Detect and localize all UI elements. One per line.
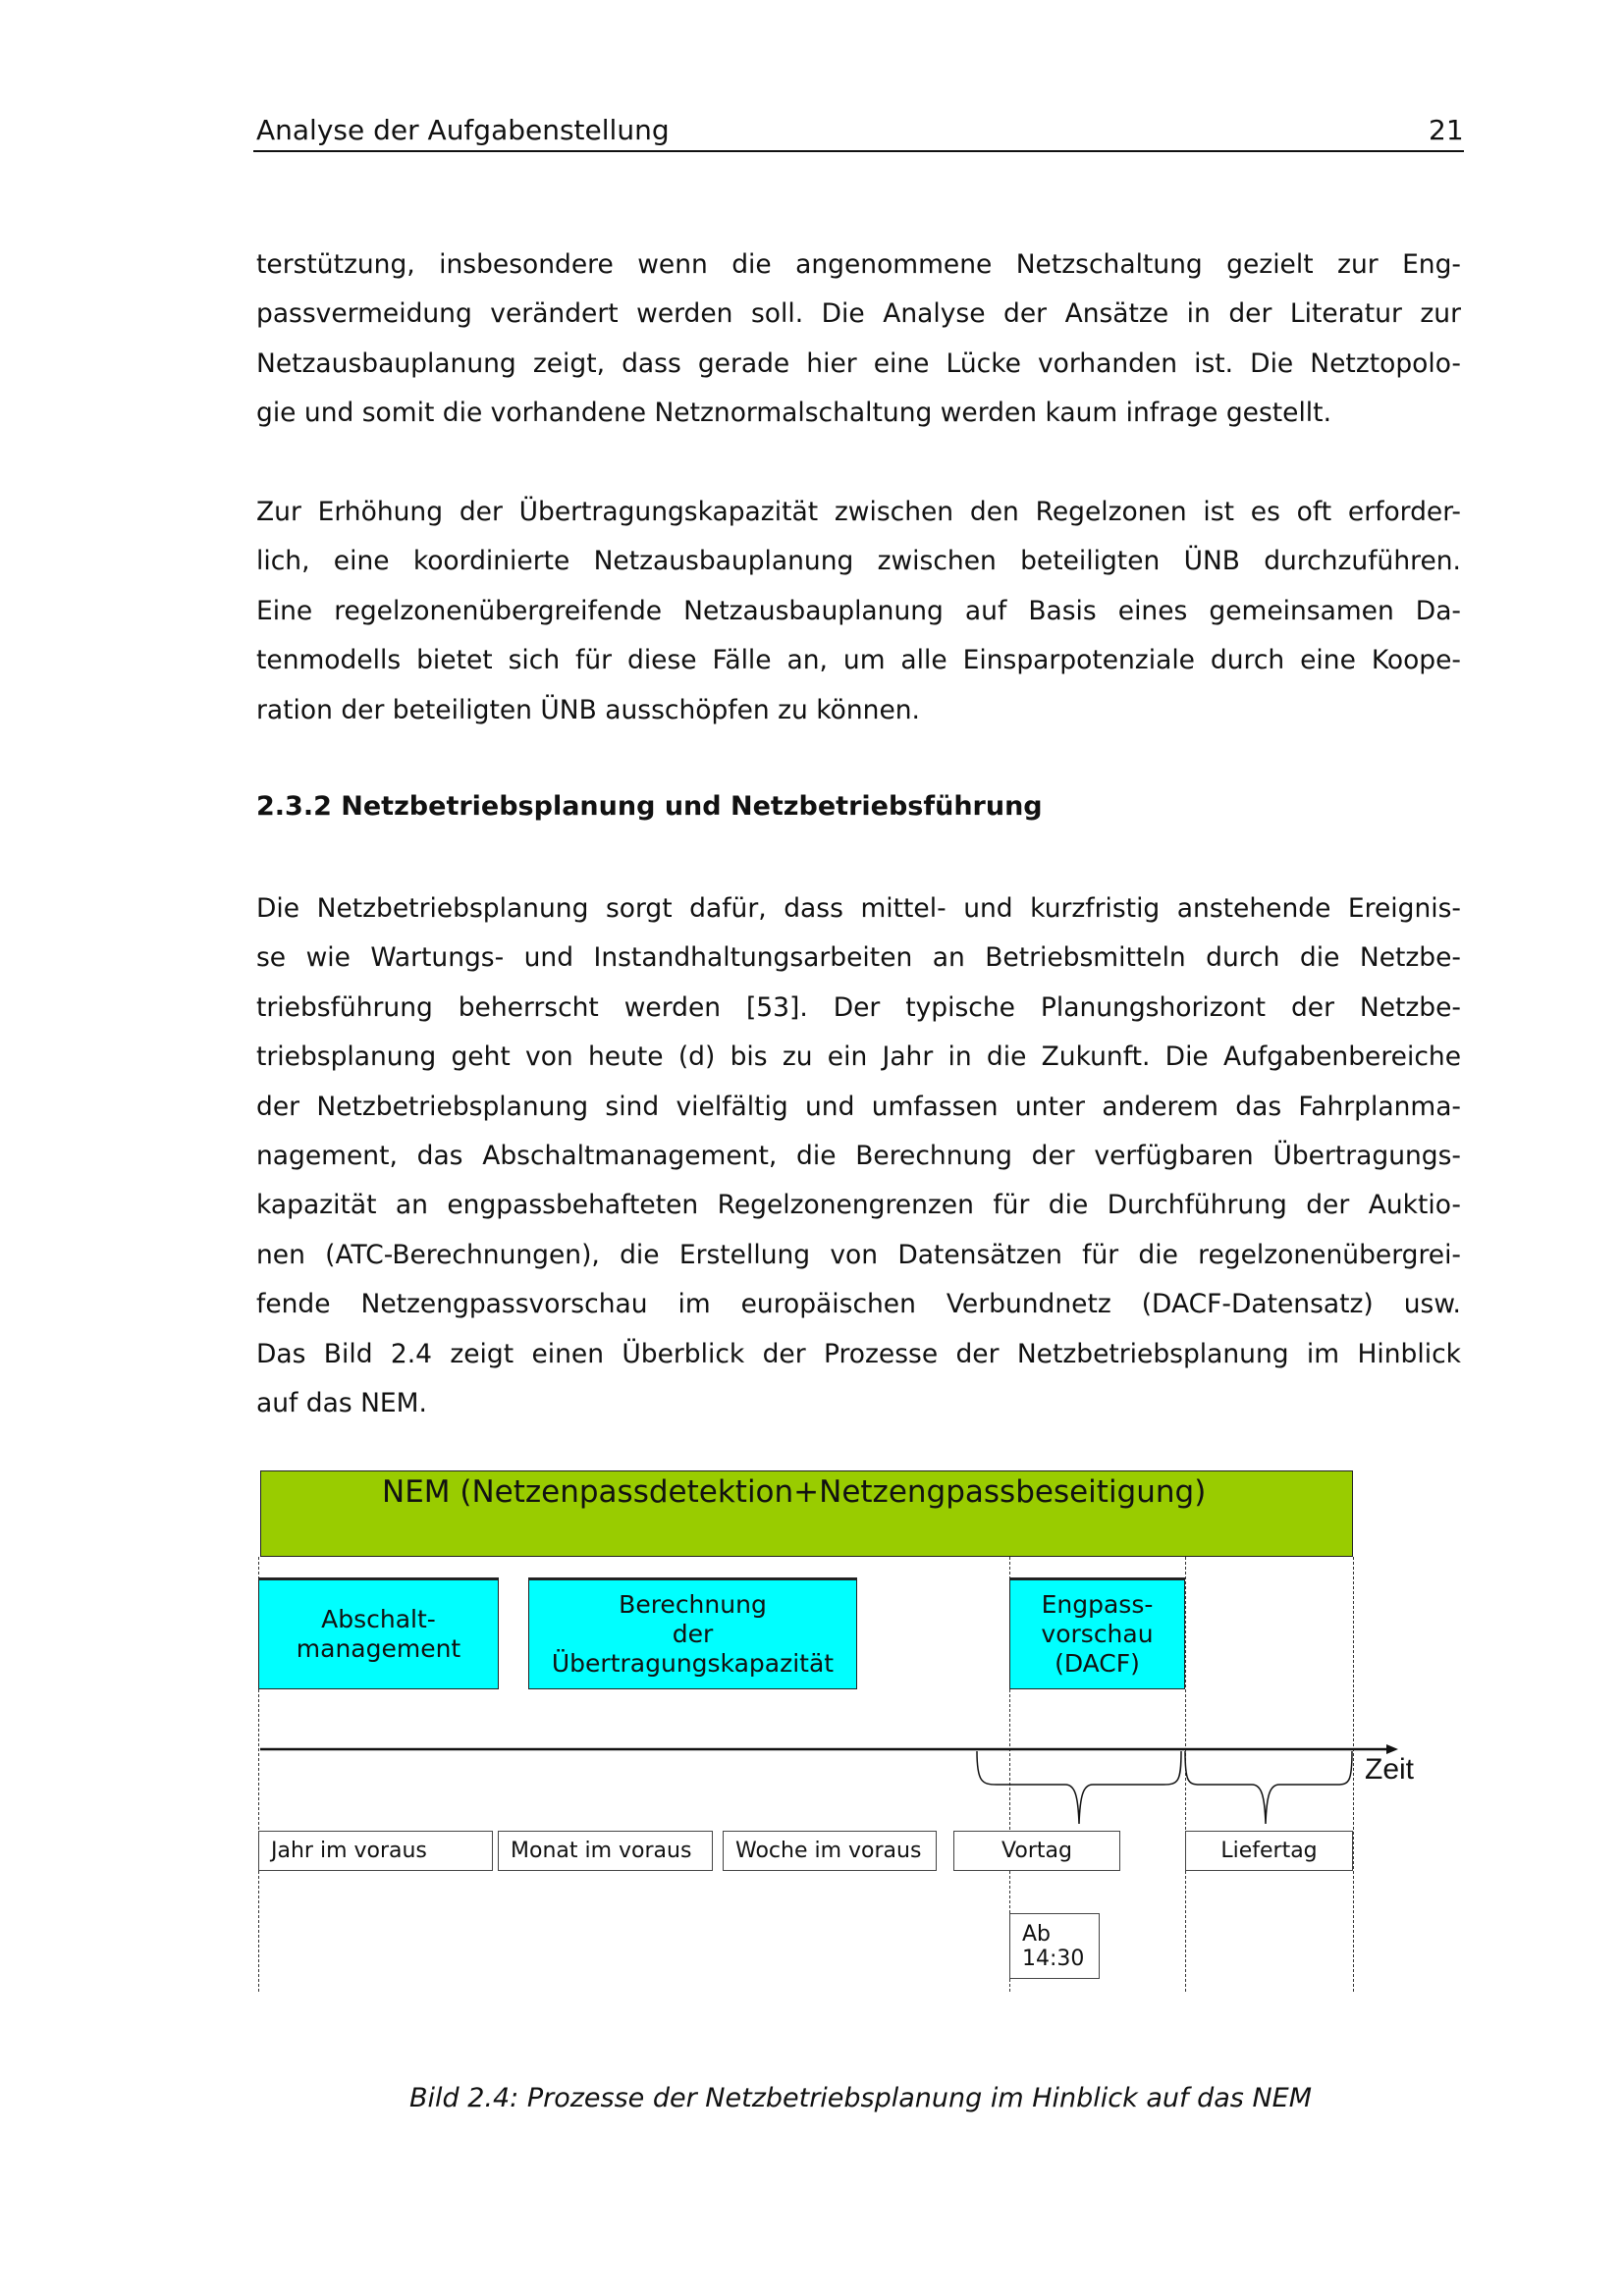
nem-bar: NEM (Netzenpassdetektion+Netzengpassbeseitigung) [260,1470,1353,1557]
text-line: Zur Erhöhung der Übertragungskapazität zwischen den Regelzonen ist es oft erforder- [256,497,1461,527]
text-line: auf das NEM. [256,1388,427,1418]
text-line: nagement, das Abschaltmanagement, die Berechnung der verfügbaren Übertragungs- [256,1141,1461,1171]
text-line: fende Netzengpassvorschau im europäischen Verbundnetz (DACF-Datensatz) usw. [256,1289,1461,1320]
running-header-title: Analyse der Aufgabenstellung [256,114,670,146]
section-heading: 2.3.2 Netzbetriebsplanung und Netzbetriebsführung [256,791,1043,822]
text-line: Das Bild 2.4 zeigt einen Überblick der Prozesse der Netzbetriebsplanung im Hinblick [256,1338,1461,1369]
timeframe-vortag: Vortag [953,1831,1120,1871]
text-line: ration der beteiligten ÜNB ausschöpfen zu können. [256,694,920,725]
text-line: kapazität an engpassbehafteten Regelzonengrenzen für die Durchführung der Auktio- [256,1190,1461,1221]
text-line: triebsplanung geht von heute (d) bis zu ein Jahr in die Zukunft. Die Aufgabenbereiche [256,1041,1461,1073]
process-berechnung: Berechnung der Übertragungskapazität [528,1577,857,1689]
page-number: 21 [1429,114,1464,146]
figure-caption: Bild 2.4: Prozesse der Netzbetriebsplanung im Hinblick auf das NEM [408,2083,1312,2113]
text-line: lich, eine koordinierte Netzausbauplanung zwischen beteiligten ÜNB durchzuführen. [256,546,1461,577]
text-line: gie und somit die vorhandene Netznormalschaltung werden kaum infrage gestellt. [256,398,1331,429]
axis-label-zeit: Zeit [1365,1753,1415,1786]
brace-liefertag [1185,1751,1352,1824]
text-line: terstützung, insbesondere wenn die angenommene Netzschaltung gezielt zur Eng- [256,249,1461,280]
process-engpassvorschau: Engpass- vorschau (DACF) [1009,1577,1185,1689]
text-line: passvermeidung verändert werden soll. Die Analyse der Ansätze in der Literatur zur [256,298,1461,330]
text-line: triebsführung beherrscht werden [53]. Der typische Planungshorizont der Netzbe- [256,991,1461,1023]
timeframe-monat: Monat im voraus [498,1831,713,1871]
process-abschaltmanagement: Abschalt- management [258,1577,499,1689]
text-line: tenmodells bietet sich für diese Fälle an, um alle Einsparpotenziale durch eine Koope- [256,645,1461,676]
timeframe-woche: Woche im voraus [723,1831,937,1871]
text-line: se wie Wartungs- und Instandhaltungsarbeiten an Betriebsmitteln durch die Netzbe- [256,942,1461,974]
text-line: Eine regelzonenübergreifende Netzausbauplanung auf Basis eines gemeinsamen Da- [256,595,1461,626]
text-line: der Netzbetriebsplanung sind vielfältig und umfassen unter anderem das Fahrplanma- [256,1091,1461,1122]
brace-vortag [977,1751,1181,1824]
text-line: Die Netzbetriebsplanung sorgt dafür, dass mittel- und kurzfristig anstehende Ereignis- [256,893,1461,924]
text-line: nen (ATC-Berechnungen), die Erstellung von Datensätzen für die regelzonenübergrei- [256,1239,1461,1270]
text-line: Netzausbauplanung zeigt, dass gerade hier eine Lücke vorhanden ist. Die Netztopolo- [256,347,1461,379]
time-note-ab-1430: Ab 14:30 [1009,1913,1100,1979]
timeframe-liefertag: Liefertag [1185,1831,1353,1871]
timeframe-jahr: Jahr im voraus [258,1831,493,1871]
